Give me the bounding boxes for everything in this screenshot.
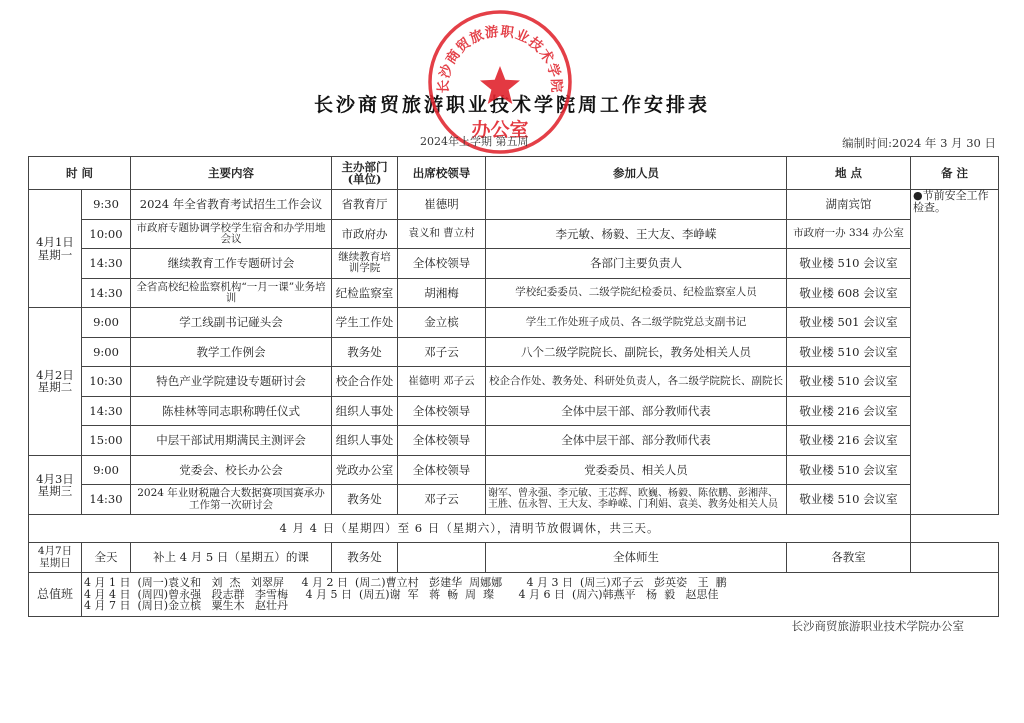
content-cell: 2024 年全省教育考试招生工作会议 — [131, 190, 332, 220]
duty-line: 4 月 1 日 (周一)袁义和 刘 杰 刘翠屏 4 月 2 日 (周二)曹立村 彭建华 周娜娜 4 月 3 日 (周三)邓子云 彭英姿 王 鹏 — [84, 576, 727, 590]
seal-center-text: 办公室 — [471, 119, 529, 141]
time-cell: 9:00 — [82, 455, 131, 485]
leader-cell: 全体校领导 — [398, 426, 486, 456]
time-cell: 14:30 — [82, 485, 131, 515]
time-cell: 14:30 — [82, 249, 131, 279]
leader-cell: 邓子云 — [398, 337, 486, 367]
seal-star-icon — [480, 66, 520, 104]
leader-cell: 邓子云 — [398, 485, 486, 515]
table-row — [29, 249, 999, 279]
table-row — [29, 543, 999, 573]
time-cell: 10:30 — [82, 367, 131, 397]
duty-label: 总值班 — [29, 573, 82, 617]
leader-cell: 袁义和 曹立村 — [398, 219, 486, 249]
header-time: 时 间 — [29, 157, 131, 190]
time-cell: 9:00 — [82, 337, 131, 367]
time-cell: 14:30 — [82, 278, 131, 308]
table-row — [29, 455, 999, 485]
day-cell: 4月2日 星期二 — [29, 308, 82, 456]
participants-cell: 学生工作处班子成员、各二级学院党总支副书记 — [486, 308, 787, 338]
participants-cell: 全体中层干部、部分教师代表 — [486, 426, 787, 456]
day-cell: 4月3日 星期三 — [29, 455, 82, 515]
header-location: 地 点 — [787, 157, 911, 190]
location-cell: 各教室 — [787, 543, 911, 573]
duty-line: 4 月 4 日 (周四)曾永强 段志群 李雪梅 4 月 5 日 (周五)谢 军 蒋 畅 周 璨 4 月 6 日 (周六)韩燕平 杨 毅 赵思佳 — [84, 587, 719, 601]
dept-cell: 继续教育培训学院 — [332, 249, 398, 279]
dept-cell: 纪检监察室 — [332, 278, 398, 308]
content-cell: 全省高校纪检监察机构“一月一课”业务培训 — [131, 278, 332, 308]
dept-cell: 教务处 — [332, 485, 398, 515]
note-cell: ●节前安全工作检查。 — [911, 190, 999, 515]
participants-cell: 八个二级学院院长、副院长，教务处相关人员 — [486, 337, 787, 367]
location-cell: 敬业楼 510 会议室 — [787, 249, 911, 279]
dept-cell: 教务处 — [332, 337, 398, 367]
leader-cell: 金立槟 — [398, 308, 486, 338]
header-dept: 主办部门 (单位) — [332, 157, 398, 190]
content-cell: 教学工作例会 — [131, 337, 332, 367]
participants-cell: 各部门主要负责人 — [486, 249, 787, 279]
time-cell: 9:30 — [82, 190, 131, 220]
table-row — [29, 278, 999, 308]
table-row — [29, 190, 999, 220]
leader-cell: 全体校领导 — [398, 455, 486, 485]
time-cell: 10:00 — [82, 219, 131, 249]
holiday-notice: 4 月 4 日（星期四）至 6 日（星期六），清明节放假调休，共三天。 — [29, 515, 911, 543]
location-cell: 敬业楼 608 会议室 — [787, 278, 911, 308]
header-row — [29, 157, 999, 190]
participants-cell: 学校纪委委员、二级学院纪检委员、纪检监察室人员 — [486, 278, 787, 308]
content-cell: 学工线副书记碰头会 — [131, 308, 332, 338]
dept-cell: 组织人事处 — [332, 426, 398, 456]
table-row — [29, 485, 999, 515]
participants-cell — [486, 190, 787, 220]
dept-cell: 党政办公室 — [332, 455, 398, 485]
document-footer: 长沙商贸旅游职业技术学院办公室 — [791, 619, 964, 633]
participants-cell: 党委委员、相关人员 — [486, 455, 787, 485]
duty-line: 4 月 7 日 (周日)金立槟 粟生木 赵壮丹 — [84, 599, 289, 613]
table-row — [29, 426, 999, 456]
dept-cell: 省教育厅 — [332, 190, 398, 220]
content-cell: 陈桂林等同志职称聘任仪式 — [131, 396, 332, 426]
schedule-table — [28, 156, 999, 617]
content-cell: 补上 4 月 5 日（星期五）的课 — [131, 543, 332, 573]
leader-cell — [398, 543, 486, 573]
leader-cell: 胡湘梅 — [398, 278, 486, 308]
location-cell: 敬业楼 510 会议室 — [787, 485, 911, 515]
table-row — [29, 337, 999, 367]
location-cell: 敬业楼 501 会议室 — [787, 308, 911, 338]
leader-cell: 崔德明 — [398, 190, 486, 220]
leader-cell: 全体校领导 — [398, 396, 486, 426]
compiled-date: 编制时间:2024 年 3 月 30 日 — [842, 136, 996, 150]
content-cell: 特色产业学院建设专题研讨会 — [131, 367, 332, 397]
location-cell: 敬业楼 510 会议室 — [787, 367, 911, 397]
duty-row — [29, 573, 999, 617]
dept-cell: 校企合作处 — [332, 367, 398, 397]
content-cell: 中层干部试用期满民主测评会 — [131, 426, 332, 456]
content-cell: 2024 年业财税融合大数据赛项国赛承办工作第一次研讨会 — [131, 485, 332, 515]
header-participants: 参加人员 — [486, 157, 787, 190]
time-cell: 14:30 — [82, 396, 131, 426]
location-cell: 市政府一办 334 办公室 — [787, 219, 911, 249]
document-title: 长沙商贸旅游职业技术学院周工作安排表 — [313, 94, 710, 116]
day-cell: 4月7日 星期日 — [29, 543, 82, 573]
participants-cell: 全体中层干部、部分教师代表 — [486, 396, 787, 426]
day-cell: 4月1日 星期一 — [29, 190, 82, 308]
table-row — [29, 219, 999, 249]
leader-cell: 全体校领导 — [398, 249, 486, 279]
leader-cell: 崔德明 邓子云 — [398, 367, 486, 397]
table-row — [29, 396, 999, 426]
location-cell: 敬业楼 216 会议室 — [787, 426, 911, 456]
time-cell: 全天 — [82, 543, 131, 573]
seal-ring-text: 长沙商贸旅游职业技术学院 — [435, 23, 565, 94]
table-row — [29, 308, 999, 338]
dept-cell: 市政府办 — [332, 219, 398, 249]
location-cell: 敬业楼 510 会议室 — [787, 337, 911, 367]
dept-cell: 组织人事处 — [332, 396, 398, 426]
header-note: 备 注 — [911, 157, 999, 190]
content-cell: 市政府专题协调学校学生宿舍和办学用地会议 — [131, 219, 332, 249]
dept-cell: 教务处 — [332, 543, 398, 573]
participants-cell: 李元敏、杨毅、王大友、李峥嵘 — [486, 219, 787, 249]
time-cell: 9:00 — [82, 308, 131, 338]
header-content: 主要内容 — [131, 157, 332, 190]
note-cell-empty — [911, 543, 999, 573]
duty-roster — [82, 573, 999, 617]
time-cell: 15:00 — [82, 426, 131, 456]
location-cell: 敬业楼 216 会议室 — [787, 396, 911, 426]
header-leader: 出席校领导 — [398, 157, 486, 190]
location-cell: 湖南宾馆 — [787, 190, 911, 220]
content-cell: 继续教育工作专题研讨会 — [131, 249, 332, 279]
document-subtitle: 2024年上学期 第五周 — [420, 135, 529, 148]
content-cell: 党委会、校长办公会 — [131, 455, 332, 485]
participants-cell: 校企合作处、教务处、科研处负责人，各二级学院院长、副院长 — [486, 367, 787, 397]
dept-cell: 学生工作处 — [332, 308, 398, 338]
table-row — [29, 367, 999, 397]
participants-cell: 谢军、曾永强、李元敏、王芯辉、欧巍、杨毅、陈依鹏、彭湘萍、王胜、伍永智、王大友、李峥嵘、门利娟、袁美、教务处相关人员 — [486, 485, 787, 515]
participants-cell: 全体师生 — [486, 543, 787, 573]
location-cell: 敬业楼 510 会议室 — [787, 455, 911, 485]
holiday-row — [29, 515, 999, 543]
